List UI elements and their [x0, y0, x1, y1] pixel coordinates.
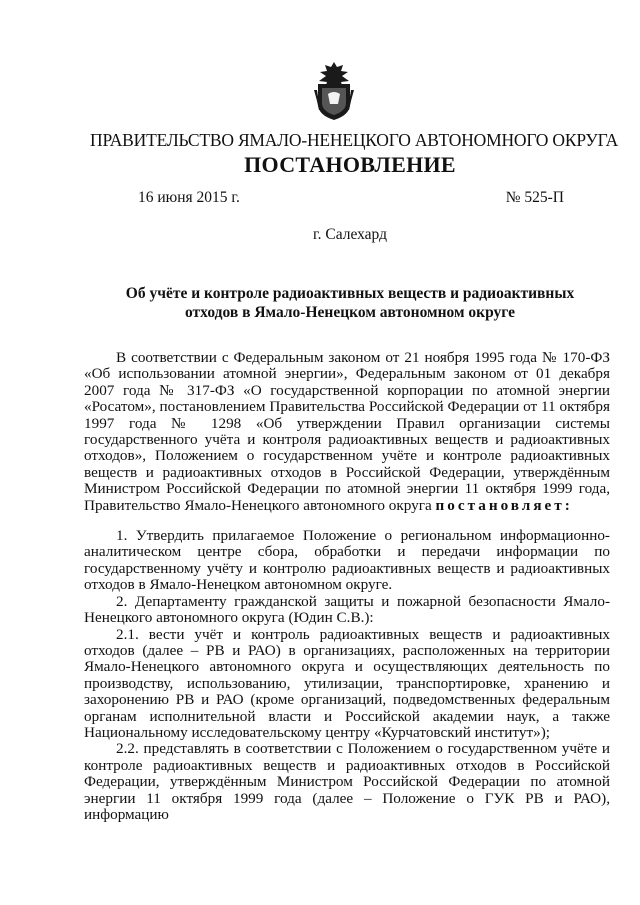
text-line: «Об использовании атомной энергии», Федеральным законом от 01 декабря: [84, 365, 610, 383]
document-number: № 525-П: [505, 189, 564, 206]
text-line: 2007 года № 317-ФЗ «О государственной корпорации по атомной энергии: [84, 381, 610, 399]
document-type: ПОСТАНОВЛЕНИЕ: [244, 152, 456, 177]
text-line: 2.1. вести учёт и контроль радиоактивных веществ и радиоактивных: [116, 625, 610, 643]
text-line: государственного учёта и контроля радиоактивных веществ и радиоактивных: [84, 431, 610, 449]
coat-of-arms-emblem: [313, 60, 355, 122]
text-line: 2. Департаменту гражданской защиты и пожарной безопасности Ямало-: [116, 592, 610, 610]
text-line: В соответствии с Федеральным законом от 21 ноября 1995 года № 170-ФЗ: [116, 349, 610, 366]
text-line: Ямало-Ненецкого автономного округа и осуществляющих деятельность по: [84, 658, 610, 676]
text-line: 1997 года № 1298 «Об утверждении Правил организации системы: [84, 414, 610, 432]
text-line: отходов (далее – РВ и РАО) в организациях, расположенных на территории: [84, 641, 610, 659]
text-line: отходов в Ямало-Ненецком автономном округе.: [84, 576, 393, 594]
text-line: производству, использованию, утилизации, транспортировке, хранению и: [84, 674, 610, 692]
text-line: аналитическом центре сбора, обработки и передачи информации по: [84, 543, 610, 561]
text-line: Министром Российской Федерации по атомной энергии 11 октября 1999 года,: [84, 480, 610, 498]
text-line: «Росатом», постановлением Правительства Российской Федерации от 11 октября: [84, 398, 610, 416]
text-line: органам исполнительной власти и Российской академии наук, а также: [84, 707, 610, 725]
preamble-paragraph: [84, 350, 610, 514]
document-date: 16 июня 2015 г.: [138, 189, 240, 206]
text-line: 1. Утвердить прилагаемое Положение о региональном информационно-: [116, 527, 610, 545]
text-segment: Правительство Ямало-Ненецкого автономного округа: [84, 496, 432, 514]
title-line: отходов в Ямало-Ненецком автономном округе: [185, 304, 515, 321]
text-line: веществ и радиоактивных отходов в Российской Федерации, утверждённым: [84, 463, 610, 481]
document-body: [84, 350, 610, 823]
document-city: г. Салехард: [313, 226, 387, 243]
item-2-1-paragraph: [84, 627, 610, 742]
text-line: захоронению РВ и РАО (кроме организаций, подведомственных федеральным: [84, 691, 610, 709]
organization-name: ПРАВИТЕЛЬСТВО ЯМАЛО-НЕНЕЦКОГО АВТОНОМНОГО ОКРУГА: [90, 130, 619, 150]
text-line: государственному учёту и контролю радиоактивных веществ и радиоактивных: [84, 559, 610, 577]
text-line: Федерации, утверждённым Министром Российской Федерации по атомной: [84, 773, 610, 791]
text-line: 2.2. представлять в соответствии с Положением о государственном учёте и: [116, 740, 610, 758]
item-2-2-paragraph: [84, 741, 610, 823]
title-line: Об учёте и контроле радиоактивных веществ и радиоактивных: [125, 285, 575, 302]
text-line: Ненецкого автономного округа (Юдин С.В.):: [84, 609, 374, 627]
item-1-paragraph: [84, 528, 610, 594]
text-line: энергии 11 октября 1999 года (далее – Положение о ГУК РВ и РАО), информацию: [84, 789, 610, 823]
text-line: [84, 498, 610, 514]
text-line: контроле радиоактивных веществ и радиоактивных отходов в Российской: [84, 756, 610, 774]
paragraph-gap: [84, 514, 610, 528]
text-line: отходов», Положением о государственном учёте и контроле радиоактивных: [84, 447, 610, 465]
item-2-paragraph: [84, 594, 610, 627]
decree-keyword: постановляет:: [435, 496, 573, 514]
document-title: [90, 284, 610, 322]
text-line: Национальному исследовательскому центру «Курчатовский институт»);: [84, 723, 550, 741]
